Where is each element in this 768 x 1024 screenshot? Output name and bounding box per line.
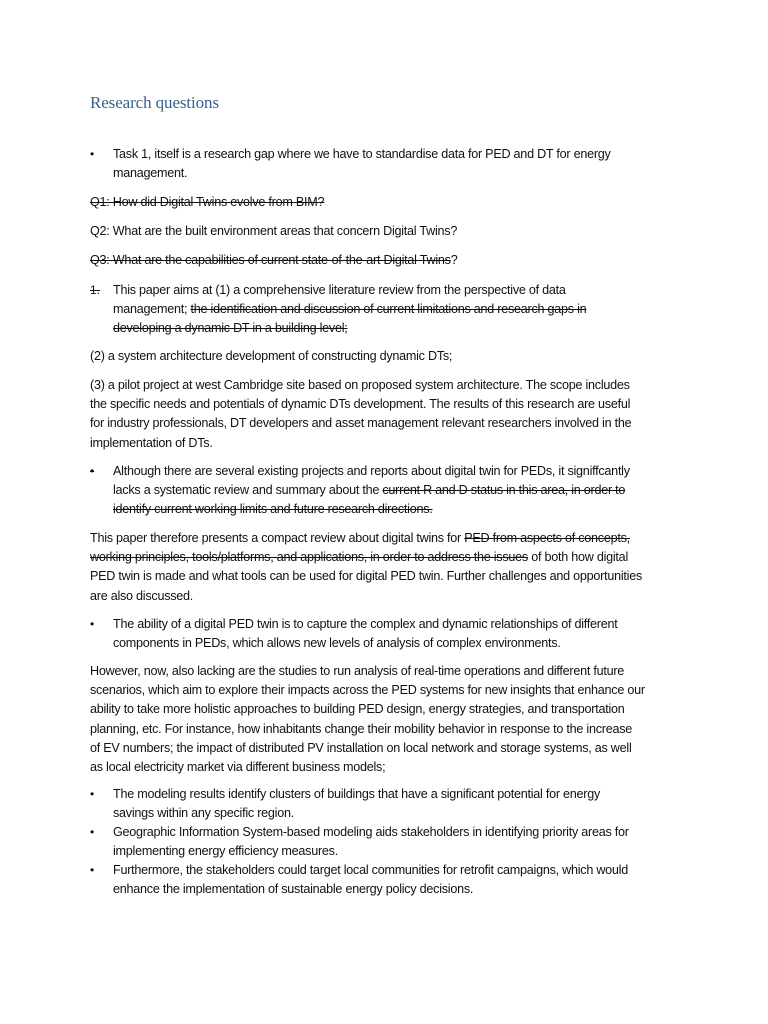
aim-2-paragraph	[90, 347, 682, 366]
text-fragment: lacks a systematic review and summary about the	[113, 483, 383, 498]
text-line: the specific needs and potentials of dynamic DTs development. The results of this research are useful	[90, 397, 631, 412]
results-bullet-1	[90, 785, 705, 823]
text-line: PED twin is made and what tools can be used for digital PED twin. Further challenges and opportunities	[90, 569, 643, 584]
bullet-dot: •	[90, 147, 95, 161]
text-line: planning, etc. For instance, how inhabitants change their mobility behavior in response to the increase	[90, 721, 633, 736]
question-3	[90, 251, 682, 270]
text-line: The ability of a digital PED twin is to capture the complex and dynamic relationships of different	[113, 617, 618, 631]
text-line: Furthermore, the stakeholders could target local communities for retrofit campaigns, which would	[113, 863, 628, 877]
question-1	[90, 193, 682, 212]
text-line: savings within any specific region.	[113, 806, 294, 821]
struck-text: Q1: How did Digital Twins evolve from BIM?	[90, 195, 325, 209]
text-line: (3) a pilot project at west Cambridge site based on proposed system architecture. The scope includes	[90, 378, 630, 392]
text-line: enhance the implementation of sustainable energy policy decisions.	[113, 882, 474, 897]
text-fragment: of both how digital	[527, 550, 628, 565]
bullet-dot: •	[90, 617, 95, 631]
text-line: are also discussed.	[90, 588, 194, 603]
section-heading: Research questions	[90, 93, 219, 112]
struck-text: identify current working limits and future research directions.	[113, 502, 433, 517]
however-paragraph	[90, 662, 682, 777]
text-line: This paper aims at (1) a comprehensive literature review from the perspective of data	[113, 283, 566, 297]
text-line: The modeling results identify clusters of buildings that have a significant potential for energy	[113, 787, 601, 801]
text-line: Task 1, itself is a research gap where we have to standardise data for PED and DT for energy	[113, 147, 611, 161]
text-line: (2) a system architecture development of constructing dynamic DTs;	[90, 349, 453, 363]
text-line: scenarios, which aim to explore their impacts across the PED systems for new insights that enhance our	[90, 683, 645, 698]
text-line: However, now, also lacking are the studies to run analysis of real-time operations and different future	[90, 664, 625, 678]
aim-3-paragraph	[90, 376, 682, 453]
text-fragment: management;	[113, 302, 191, 317]
task1-paragraph	[90, 145, 705, 183]
bullet-dot: •	[90, 863, 95, 877]
text-line: as local electricity market via different business models;	[90, 759, 386, 774]
text-line: implementing energy efficiency measures.	[113, 844, 338, 859]
text-line: implementation of DTs.	[90, 435, 213, 450]
bullet-dot: •	[90, 825, 95, 839]
ability-paragraph	[90, 615, 705, 653]
question-2	[90, 222, 682, 241]
results-bullet-2	[90, 823, 705, 861]
text-line: management.	[113, 166, 188, 181]
although-paragraph	[90, 462, 705, 520]
compact-review-paragraph	[90, 529, 682, 606]
text-line: for industry professionals, DT developers and asset management relevant researchers involved in the	[90, 416, 632, 431]
struck-text: Q3: What are the capabilities of current state-of-the-art Digital Twins	[90, 253, 451, 267]
bullet-dot: •	[90, 464, 95, 478]
text-line: of EV numbers; the impact of distributed PV installation on local network and storage systems, as well	[90, 740, 632, 755]
text-line: Although there are several existing projects and reports about digital twin for PEDs, it signiffcantly	[113, 464, 630, 478]
list-number: 1.	[90, 283, 101, 297]
bullet-dot: •	[90, 787, 95, 801]
text-line: components in PEDs, which allows new levels of analysis of complex environments.	[113, 636, 561, 651]
aims-paragraph	[90, 281, 705, 339]
struck-text: the identification and discussion of current limitations and research gaps in	[190, 302, 587, 317]
text-fragment: This paper therefore presents a compact review about digital twins for	[90, 531, 465, 545]
text-fragment: ?	[450, 253, 458, 267]
results-bullet-3	[90, 861, 705, 899]
struck-text: developing a dynamic DT in a building level;	[113, 321, 348, 336]
text-line: Q2: What are the built environment areas that concern Digital Twins?	[90, 224, 458, 238]
text-line: Geographic Information System-based modeling aids stakeholders in identifying priority areas for	[113, 825, 629, 839]
struck-text: PED from aspects of concepts,	[464, 531, 630, 545]
struck-text: working principles, tools/platforms, and applications, in order to address the issues	[90, 550, 528, 565]
struck-text: current R and D status in this area, in order to	[382, 483, 626, 498]
text-line: ability to take more holistic approaches to building PED design, energy strategies, and transportation	[90, 702, 625, 717]
